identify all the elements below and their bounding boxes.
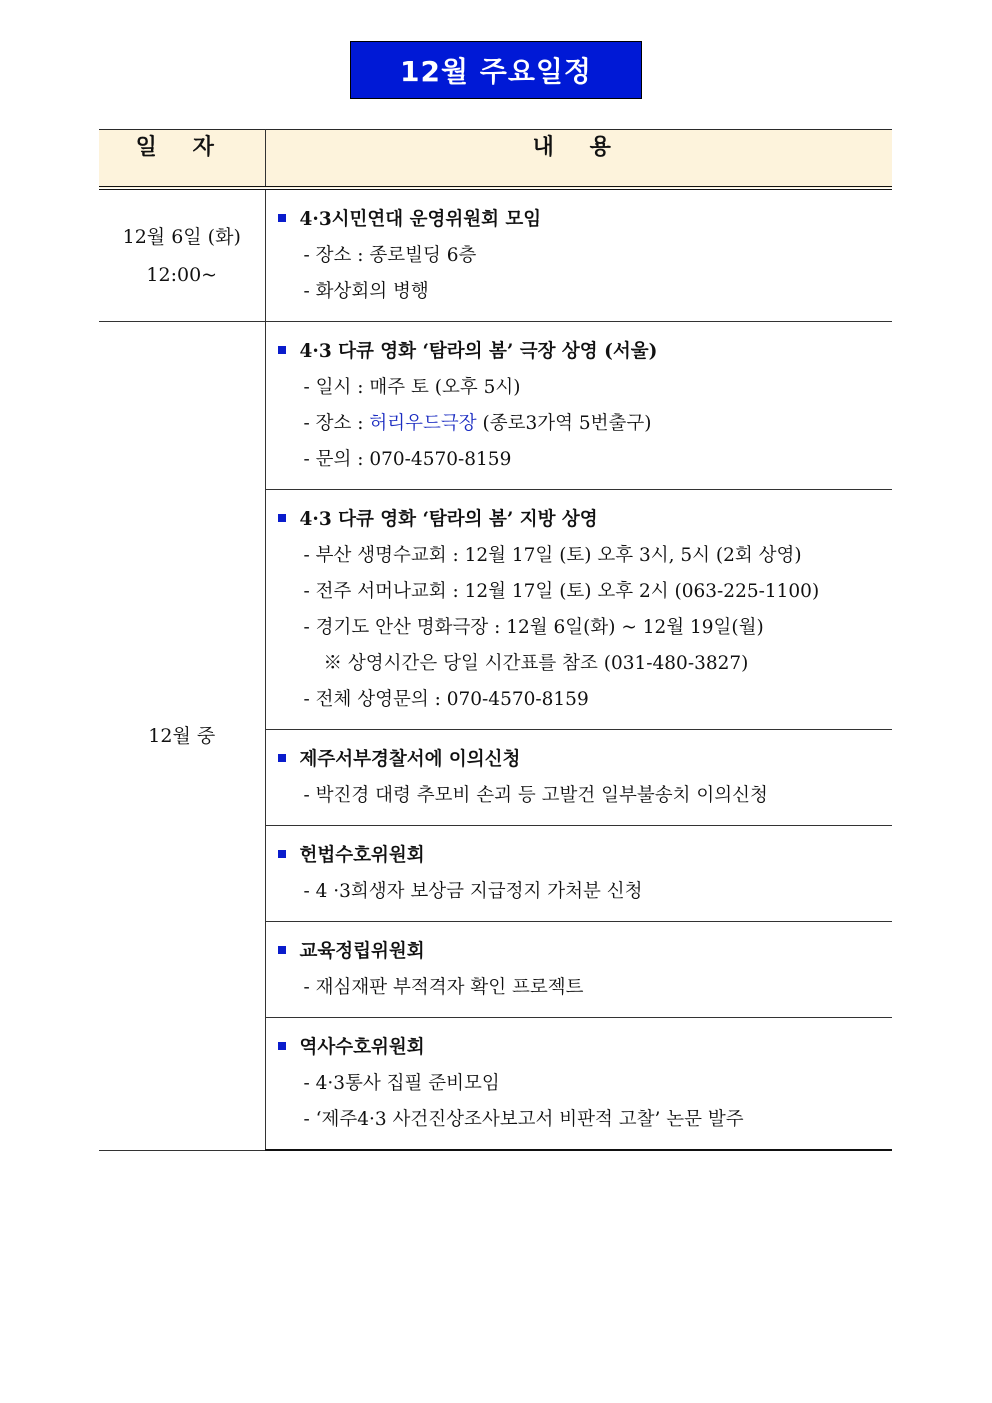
item-heading: 4·3 다큐 영화 ‘탐라의 봄’ 지방 상영 <box>278 502 893 538</box>
item-heading: 4·3 다큐 영화 ‘탐라의 봄’ 극장 상영 (서울) <box>278 334 893 370</box>
item-detail: - 재심재판 부적격자 확인 프로젝트 <box>303 977 584 998</box>
content-cell <box>265 322 892 490</box>
item-heading: 4·3시민연대 운영위원회 모임 <box>278 202 893 238</box>
item-detail: - 전주 서머나교회 : 12월 17일 (토) 오후 2시 (063-225-1100) <box>303 581 820 602</box>
square-bullet-icon <box>278 946 286 954</box>
square-bullet-icon <box>278 1042 286 1050</box>
content-cell <box>265 490 892 730</box>
item-detail: - 박진경 대령 추모비 손괴 등 고발건 일부불송치 이의신청 <box>303 785 768 806</box>
item-detail: - 전체 상영문의 : 070-4570-8159 <box>303 689 589 710</box>
item-detail: - 경기도 안산 명화극장 : 12월 6일(화) ~ 12월 19일(월) <box>303 617 764 638</box>
square-bullet-icon <box>278 850 286 858</box>
schedule-table <box>99 129 892 1151</box>
date-cell <box>99 188 265 322</box>
item-detail: - 화상회의 병행 <box>303 281 429 302</box>
venue-link[interactable]: 허리우드극장 <box>369 413 477 434</box>
table-header <box>99 130 892 189</box>
square-bullet-icon <box>278 346 286 354</box>
content-cell <box>265 826 892 922</box>
date-line: 12월 중 <box>148 724 216 747</box>
item-detail: - 부산 생명수교회 : 12월 17일 (토) 오후 3시, 5시 (2회 상영) <box>303 545 802 566</box>
item-detail: - 4·3통사 집필 준비모임 <box>303 1073 500 1094</box>
date-line: 12월 6일 (화) <box>122 225 241 248</box>
table-row <box>99 322 892 490</box>
time-line: 12:00~ <box>146 263 218 286</box>
item-heading: 헌법수호위원회 <box>278 838 893 874</box>
item-note: ※ 상영시간은 당일 시간표를 참조 (031-480-3827) <box>323 653 749 674</box>
item-detail: - 장소 : 종로빌딩 6층 <box>303 245 477 266</box>
item-detail: - 문의 : 070-4570-8159 <box>303 449 512 470</box>
item-heading: 교육정립위원회 <box>278 934 893 970</box>
square-bullet-icon <box>278 754 286 762</box>
item-detail: - ‘제주4·3 사건진상조사보고서 비판적 고찰’ 논문 발주 <box>303 1109 744 1130</box>
item-detail: - 일시 : 매주 토 (오후 5시) <box>303 377 521 398</box>
header-date: 일 자 <box>99 130 265 189</box>
item-heading: 제주서부경찰서에 이의신청 <box>278 742 893 778</box>
content-cell <box>265 1018 892 1151</box>
item-detail: - 장소 : 허리우드극장 (종로3가역 5번출구) <box>303 413 652 434</box>
date-cell <box>99 322 265 1151</box>
square-bullet-icon <box>278 514 286 522</box>
item-heading: 역사수호위원회 <box>278 1030 893 1066</box>
content-cell <box>265 730 892 826</box>
content-cell <box>265 188 892 322</box>
header-content: 내 용 <box>265 130 892 189</box>
square-bullet-icon <box>278 214 286 222</box>
table-row <box>99 188 892 322</box>
page-title: 12월 주요일정 <box>350 41 642 99</box>
item-detail: - 4 ·3희생자 보상금 지급정지 가처분 신청 <box>303 881 643 902</box>
content-cell <box>265 922 892 1018</box>
